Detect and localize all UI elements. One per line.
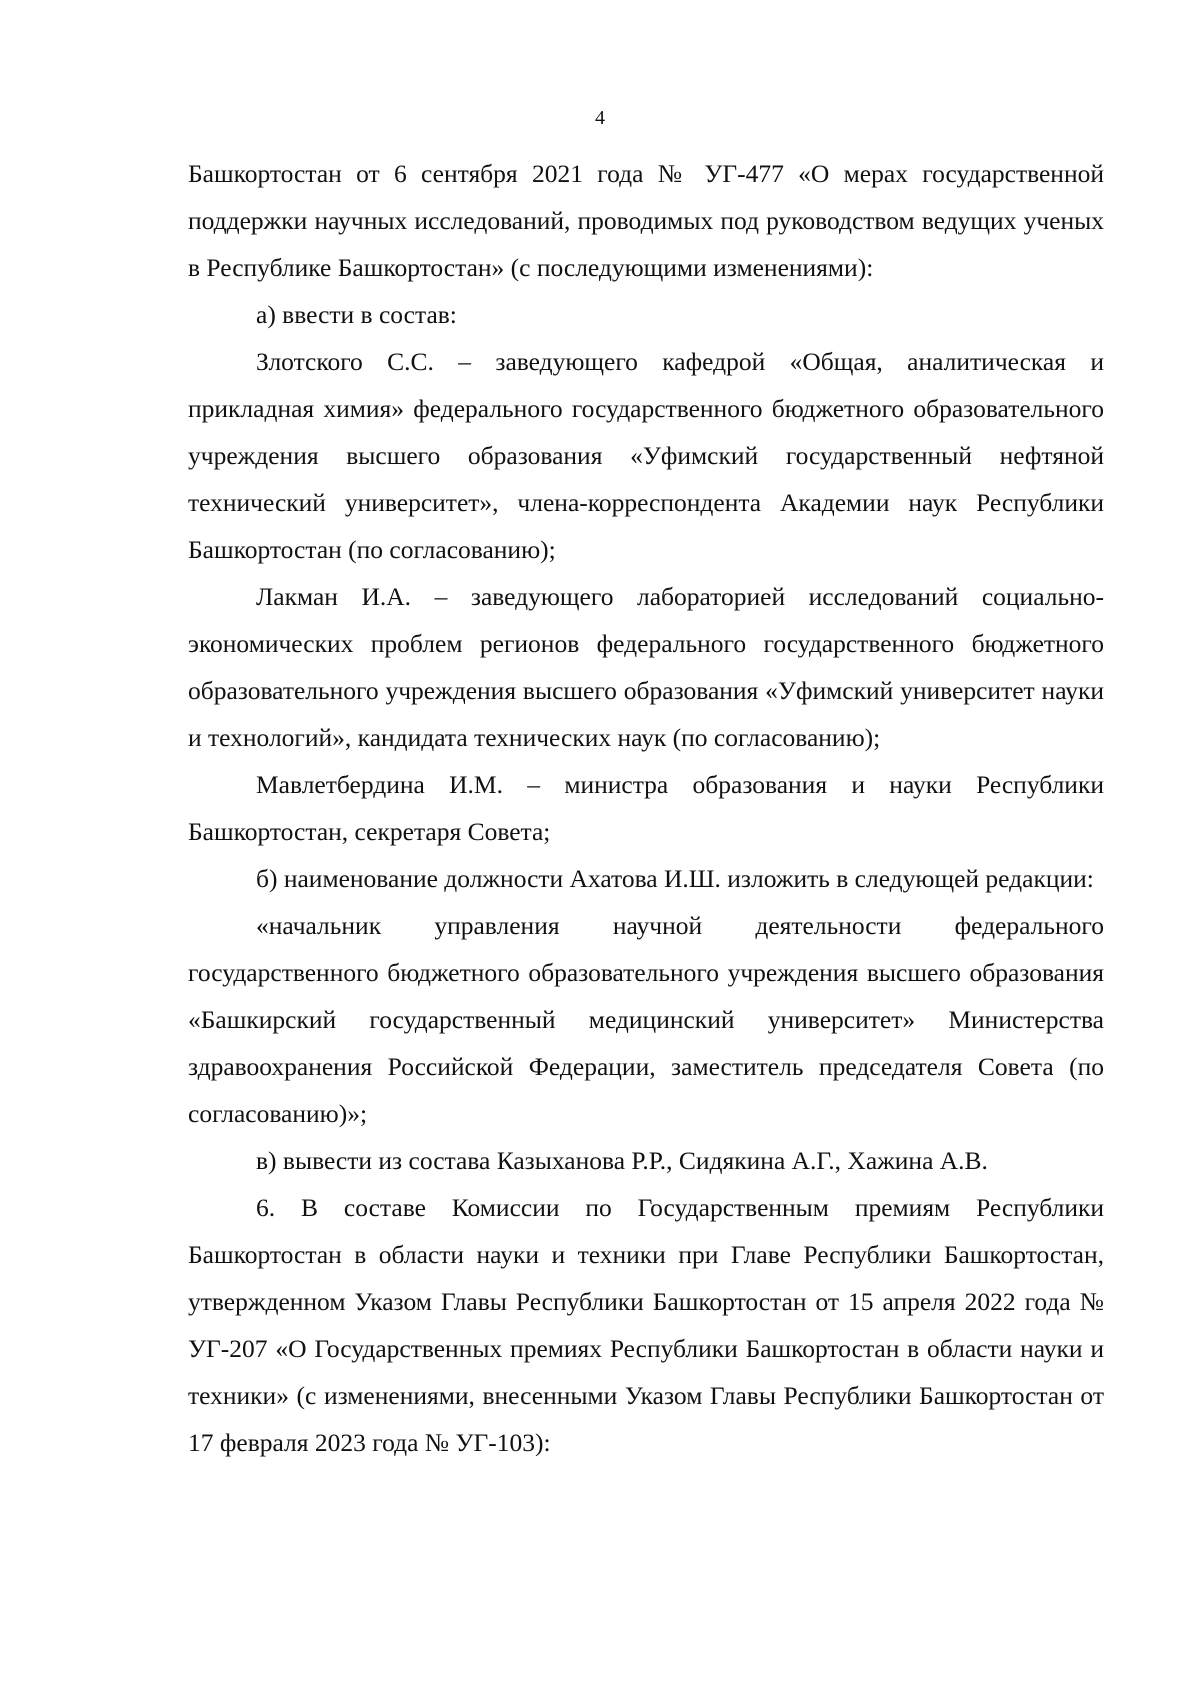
document-body bbox=[188, 150, 1104, 1466]
paragraph-item-a: а) ввести в состав: bbox=[256, 300, 457, 329]
paragraph-mavletberdin: Мавлетбердина И.М. – министра образования и науки Республики Башкортостан, секретаря Совета; bbox=[188, 770, 1104, 846]
paragraph-continuation: Башкортостан от 6 сентября 2021 года № УГ-477 «О мерах государственной поддержки научных исследований, проводимых под руководством ведущих ученых в Республике Башкортостан» (с последующими изменениями): bbox=[188, 159, 1104, 282]
paragraph-lakman: Лакман И.А. – заведующего лабораторией исследований социально-экономических проблем регионов федерального государственного бюджетного образовательного учреждения высшего образования «Уфимский университет науки и технологий», кандидата технических наук (по согласованию); bbox=[188, 582, 1104, 752]
paragraph-zlotsky: Злотского С.С. – заведующего кафедрой «Общая, аналитическая и прикладная химия» федерального государственного бюджетного образовательного учреждения высшего образования «Уфимский государственный нефтяной технический университет», члена-корреспондента Академии наук Республики Башкортостан (по согласованию); bbox=[188, 347, 1104, 564]
paragraph-item-b: б) наименование должности Ахатова И.Ш. изложить в следующей редакции: bbox=[256, 864, 1094, 893]
paragraph-section-6: 6. В составе Комиссии по Государственным премиям Республики Башкортостан в области науки и техники при Главе Республики Башкортостан, утвержденном Указом Главы Республики Башкортостан от 15 апреля 2022 года № УГ-207 «О Государственных премиях Республики Башкортостан в области науки и техники» (с изменениями, внесенными Указом Главы Республики Башкортостан от 17 февраля 2023 года № УГ-103): bbox=[188, 1193, 1104, 1457]
page-number: 4 bbox=[595, 107, 605, 129]
paragraph-quote: «начальник управления научной деятельности федерального государственного бюджетного образовательного учреждения высшего образования «Башкирский государственный медицинский университет» Министерства здравоохранения Российской Федерации, заместитель председателя Совета (по согласованию)»; bbox=[188, 911, 1104, 1128]
paragraph-item-v: в) вывести из состава Казыханова Р.Р., Сидякина А.Г., Хажина А.В. bbox=[256, 1146, 988, 1175]
